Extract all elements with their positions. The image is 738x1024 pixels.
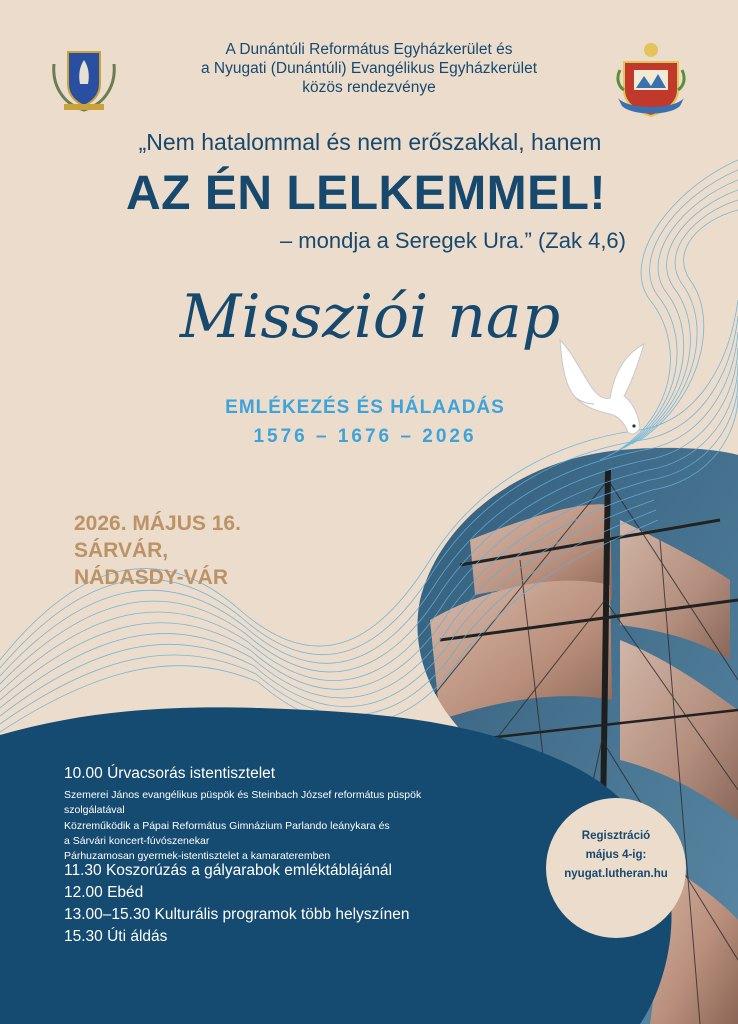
program-note: szolgálatával	[64, 804, 125, 816]
program-note: a Sárvári koncert-fúvószenekar	[64, 835, 210, 847]
program-item: 15.30 Úti áldás	[64, 928, 168, 945]
registration-deadline: május 4-ig:	[585, 849, 647, 861]
program-note: Párhuzamosan gyermek-istentisztelet a kamarateremben	[64, 850, 331, 862]
event-years: 1576 – 1676 – 2026	[253, 426, 477, 447]
event-subtitle: EMLÉKEZÉS ÉS HÁLAADÁS	[225, 397, 505, 418]
registration-link[interactable]: nyugat.lutheran.hu	[564, 868, 668, 880]
quote-headline: AZ ÉN LELKEMMEL!	[126, 167, 606, 220]
program-item: 13.00–15.30 Kulturális programok több helyszínen	[64, 906, 410, 923]
lutheran-district-coat-of-arms-icon	[614, 40, 688, 122]
organizer-line-2: a Nyugati (Dunántúli) Evangélikus Egyházkerület	[200, 60, 537, 77]
dove-icon	[552, 336, 652, 440]
program-item: 11.30 Koszorúzás a gályarabok emléktáblájánál	[64, 862, 392, 879]
program-item: 10.00 Úrvacsorás istentisztelet	[64, 765, 276, 782]
quote-line-1: „Nem hatalommal és nem erőszakkal, hanem	[138, 129, 602, 155]
quote-attribution: – mondja a Seregek Ura.” (Zak 4,6)	[279, 228, 626, 253]
organizer-line-3: közös rendezvénye	[302, 79, 436, 96]
program-note: Szemerei János evangélikus püspök és Steinbach József református püspök	[64, 789, 422, 801]
program-item: 12.00 Ebéd	[64, 884, 144, 901]
event-venue: NÁDASDY-VÁR	[74, 566, 229, 589]
event-title: Missziói nap	[179, 282, 561, 352]
reformed-district-crest-icon	[48, 44, 120, 114]
organizer-line-1: A Dunántúli Református Egyházkerület és	[225, 41, 513, 58]
program-note: Közreműködik a Pápai Református Gimnázium Parlando leánykara és	[64, 820, 390, 832]
event-date: 2026. MÁJUS 16.	[74, 512, 241, 535]
registration-label: Regisztráció	[581, 830, 651, 842]
event-city: SÁRVÁR,	[74, 539, 169, 562]
